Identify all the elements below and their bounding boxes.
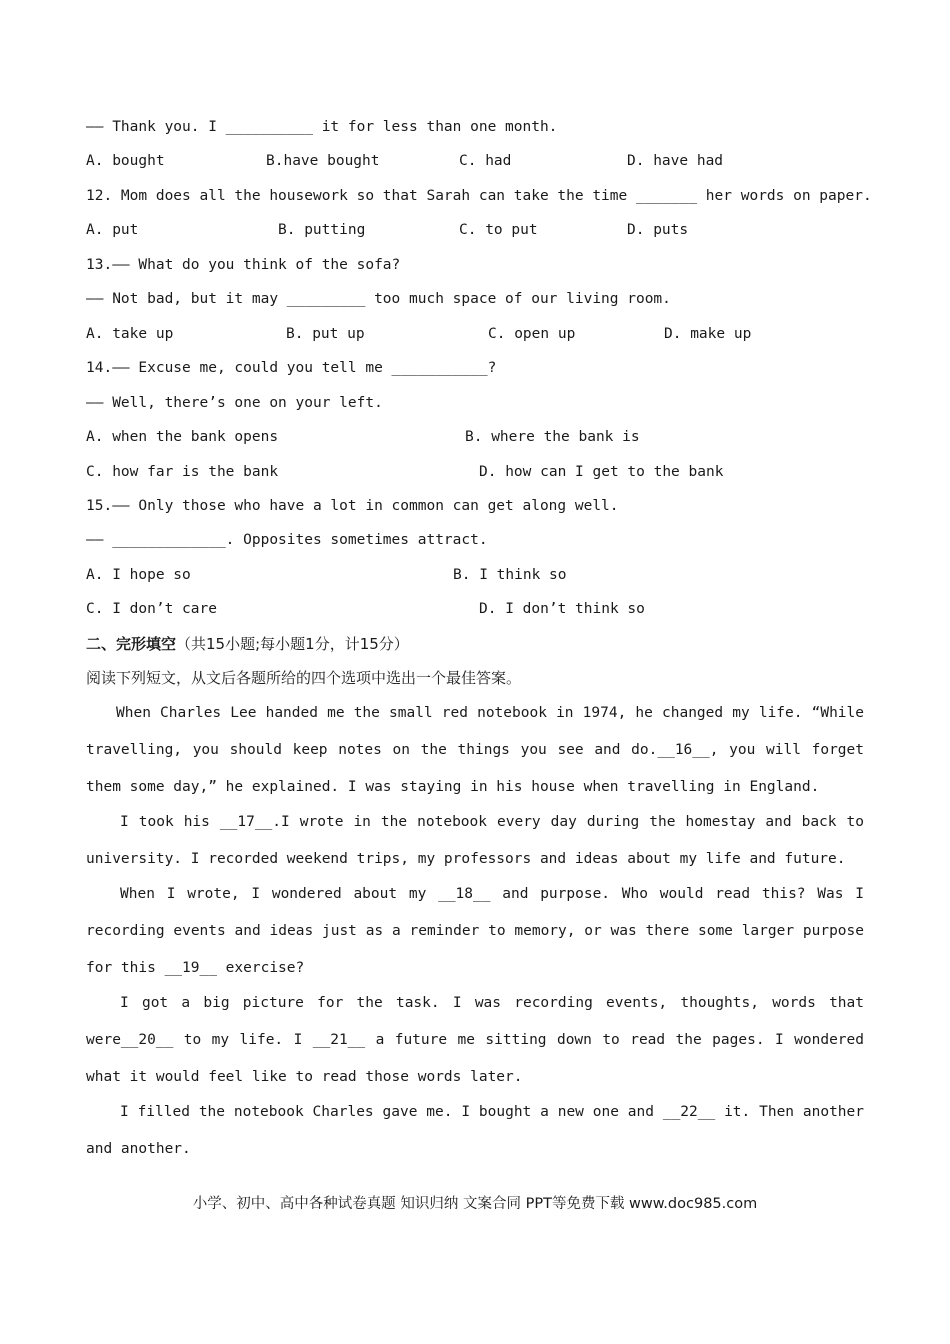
q14-option-a: A. when the bank opens [86,429,279,445]
q13-option-c: C. open up [488,326,576,342]
section-heading-title: 二、完形填空 [86,635,177,653]
q13-option-b: B. put up [286,326,365,342]
section-instruction: 阅读下列短文，从文后各题所给的四个选项中选出一个最佳答案。 [86,669,522,687]
q12-option-b: B. putting [278,222,366,238]
q12-stem: 12. Mom does all the housework so that Sarah can take the time _______ her words on paper. [86,188,872,204]
q15-option-c: C. I don’t care [86,601,217,617]
section-heading-scoring: （共15小题;每小题1分，计15分） [176,635,409,653]
q15-option-d: D. I don’t think so [479,601,645,617]
q11-option-d: D. have had [627,153,724,169]
q15-option-b: B. I think so [453,567,567,583]
passage-paragraph-3: When I wrote, I wondered about my __18__ and purpose. Who would read this? Was I recording events and ideas just as a reminder to memory, or was there some larger purpose for this __19__ exercise? [86,886,864,976]
passage-paragraph-4: I got a big picture for the task. I was recording events, thoughts, words that were__20__ to my life. I __21__ a future me sitting down to read the pages. I wondered what it would feel like to read those words later. [86,995,864,1085]
q13-option-a: A. take up [86,326,174,342]
q13-stem: 13.—— What do you think of the sofa? [86,257,401,273]
q11-option-b: B.have bought [266,153,380,169]
q13-option-d: D. make up [664,326,752,342]
q14-option-c: C. how far is the bank [86,464,279,480]
q14-option-b: B. where the bank is [465,429,640,445]
q11-answer-line: —— Thank you. I __________ it for less than one month. [86,119,558,135]
passage-paragraph-1: When Charles Lee handed me the small red notebook in 1974, he changed my life. “While travelling, you should keep notes on the things you see and do.__16__, you will forget them some day,” he explained. I was staying in his house when travelling in England. [86,705,864,795]
q12-option-a: A. put [86,222,139,238]
passage-paragraph-5: I filled the notebook Charles gave me. I bought a new one and __22__ it. Then another and another. [86,1104,864,1157]
q15-stem: 15.—— Only those who have a lot in common can get along well. [86,498,619,514]
q12-option-d: D. puts [627,222,689,238]
page-footer: 小学、初中、高中各种试卷真题 知识归纳 文案合同 PPT等免费下载 www.doc985.com [192,1196,758,1212]
q14-option-d: D. how can I get to the bank [479,464,724,480]
q11-option-c: C. had [459,153,512,169]
q14-stem: 14.—— Excuse me, could you tell me ___________? [86,360,497,376]
q12-option-c: C. to put [459,222,538,238]
q11-option-a: A. bought [86,153,165,169]
q14-answer-line: —— Well, there’s one on your left. [86,395,383,411]
q15-option-a: A. I hope so [86,567,191,583]
passage-paragraph-2: I took his __17__.I wrote in the notebook every day during the homestay and back to university. I recorded weekend trips, my professors and ideas about my life and future. [86,814,864,867]
q13-answer-line: —— Not bad, but it may _________ too much space of our living room. [86,291,671,307]
section-heading [86,635,409,653]
q15-answer-line: —— _____________. Opposites sometimes attract. [86,532,488,548]
